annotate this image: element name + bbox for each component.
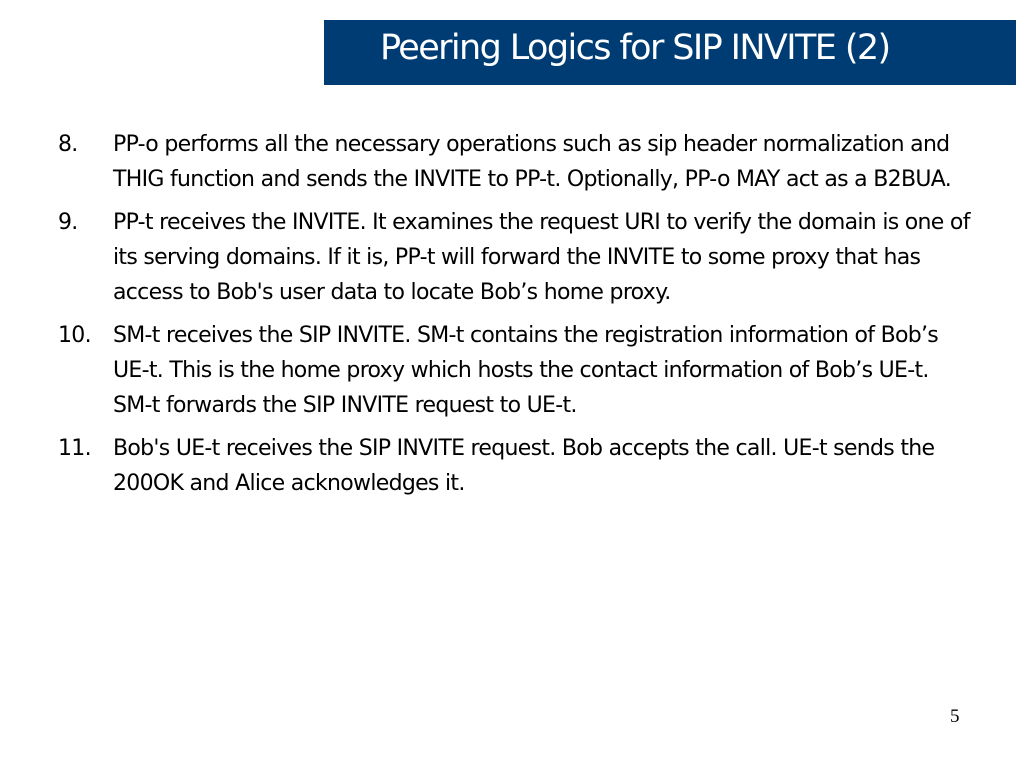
- list-item-number: 10.: [58, 323, 91, 348]
- list-item-number: 11.: [58, 436, 91, 461]
- page-number: 5: [950, 706, 960, 727]
- list-item: [58, 127, 978, 197]
- list-item-text: SM-t receives the SIP INVITE. SM-t contains the registration information of Bob’s UE-t. This is the home proxy which hosts the contact information of Bob’s UE-t. SM-t forwards the SIP INVITE request to UE-t.: [113, 323, 939, 418]
- list-item-text: PP-t receives the INVITE. It examines the request URI to verify the domain is one of its serving domains. If it is, PP-t will forward the INVITE to some proxy that has access to Bob's user data to locate Bob’s home proxy.: [113, 210, 970, 305]
- list-item-text: PP-o performs all the necessary operations such as sip header normalization and THIG function and sends the INVITE to PP-t. Optionally, PP-o MAY act as a B2BUA.: [113, 132, 951, 192]
- list-item: [58, 431, 978, 501]
- numbered-list: [58, 127, 978, 509]
- list-item-number: 9.: [58, 210, 78, 235]
- slide-title: Peering Logics for SIP INVITE (2): [380, 27, 890, 68]
- list-item: [58, 318, 978, 423]
- list-item: [58, 205, 978, 310]
- title-banner: [324, 20, 1016, 85]
- list-item-text: Bob's UE-t receives the SIP INVITE request. Bob accepts the call. UE-t sends the 200OK and Alice acknowledges it.: [113, 436, 935, 496]
- list-item-number: 8.: [58, 132, 78, 157]
